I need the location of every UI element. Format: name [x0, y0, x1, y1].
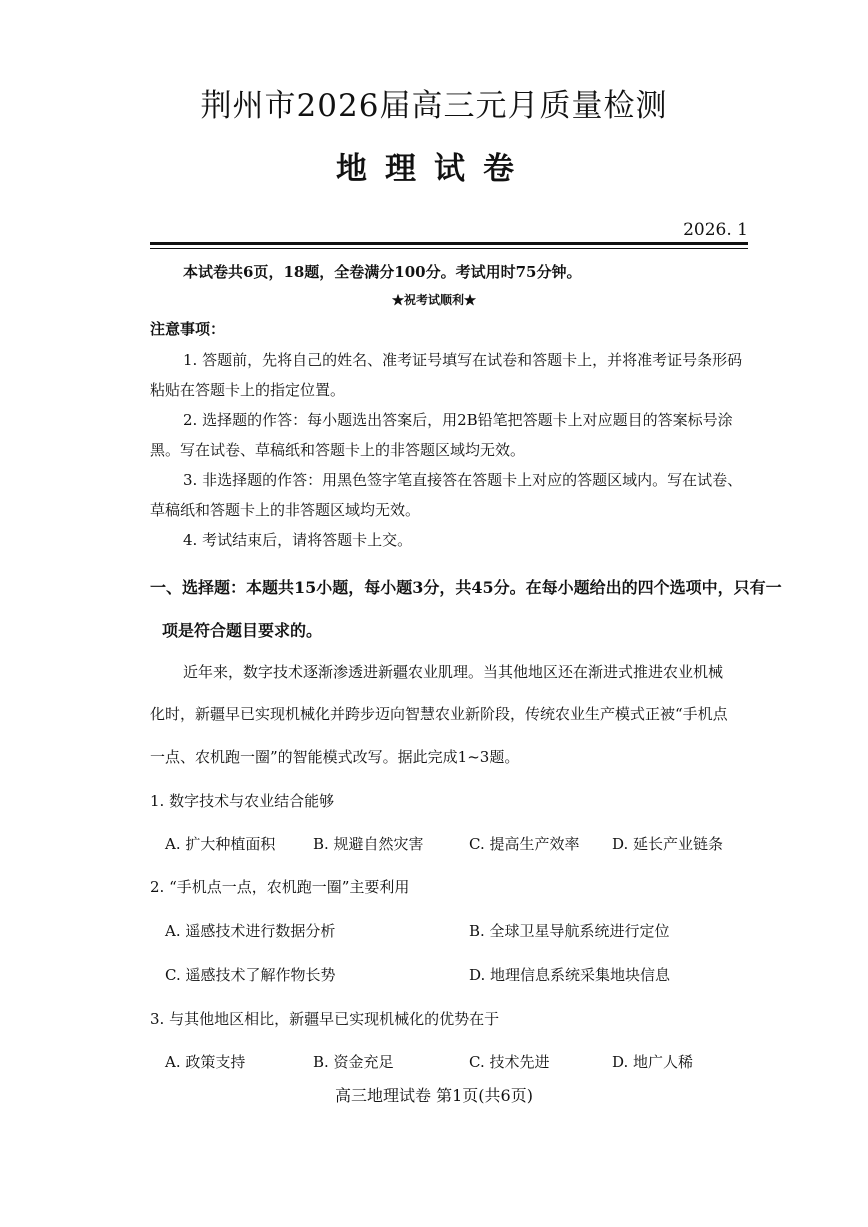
question-stem: 3. 与其他地区相比，新疆早已实现机械化的优势在于 [150, 1010, 500, 1028]
note-line: 4. 考试结束后，请将答题卡上交。 [183, 531, 413, 549]
question-option: A. 政策支持 [165, 1053, 246, 1071]
header-rule-thick [150, 242, 748, 245]
exam-intro: 本试卷共6页，18题，全卷满分100分。考试用时75分钟。 [183, 263, 582, 281]
question-option: B. 规避自然灾害 [313, 835, 424, 853]
question-option: B. 全球卫星导航系统进行定位 [469, 922, 670, 940]
note-line: 粘贴在答题卡上的指定位置。 [150, 381, 346, 399]
section-heading: 一、选择题：本题共15小题，每小题3分，共45分。在每小题给出的四个选项中，只有一 [150, 578, 782, 597]
page-footer: 高三地理试卷 第1页(共6页) [335, 1086, 533, 1105]
exam-title: 荆州市2026届高三元月质量检测 [200, 88, 668, 124]
question-option: B. 资金充足 [313, 1053, 394, 1071]
note-line: 2. 选择题的作答：每小题选出答案后，用2B铅笔把答题卡上对应题目的答案标号涂 [183, 411, 733, 429]
note-line: 黑。写在试卷、草稿纸和答题卡上的非答题区域均无效。 [150, 441, 526, 459]
header-rule-thin [150, 248, 748, 249]
notes-heading: 注意事项： [150, 320, 226, 338]
question-option: A. 遥感技术进行数据分析 [165, 922, 336, 940]
note-line: 1. 答题前，先将自己的姓名、准考证号填写在试卷和答题卡上，并将准考证号条形码 [183, 351, 743, 369]
passage-line: 化时，新疆早已实现机械化并跨步迈向智慧农业新阶段，传统农业生产模式正被“手机点 [150, 705, 728, 723]
exam-date: 2026. 1 [683, 220, 748, 240]
note-line: 3. 非选择题的作答：用黑色签字笔直接答在答题卡上对应的答题区域内。写在试卷、 [183, 471, 743, 489]
subject-title: 地理试卷 [336, 151, 532, 187]
question-option: C. 技术先进 [469, 1053, 550, 1071]
section-heading-cont: 项是符合题目要求的。 [162, 621, 323, 640]
question-option: D. 延长产业链条 [612, 835, 724, 853]
question-option: A. 扩大种植面积 [165, 835, 276, 853]
question-stem: 1. 数字技术与农业结合能够 [150, 792, 335, 810]
passage-line: 一点、农机跑一圈”的智能模式改写。据此完成1~3题。 [150, 748, 520, 766]
good-luck-banner: ★祝考试顺利★ [391, 293, 476, 307]
passage-line: 近年来，数字技术逐渐渗透进新疆农业肌理。当其他地区还在渐进式推进农业机械 [183, 663, 724, 681]
question-stem: 2. “手机点一点，农机跑一圈”主要利用 [150, 878, 410, 896]
question-option: C. 提高生产效率 [469, 835, 580, 853]
question-option: C. 遥感技术了解作物长势 [165, 966, 336, 984]
question-option: D. 地广人稀 [612, 1053, 694, 1071]
note-line: 草稿纸和答题卡上的非答题区域均无效。 [150, 501, 421, 519]
question-option: D. 地理信息系统采集地块信息 [469, 966, 671, 984]
